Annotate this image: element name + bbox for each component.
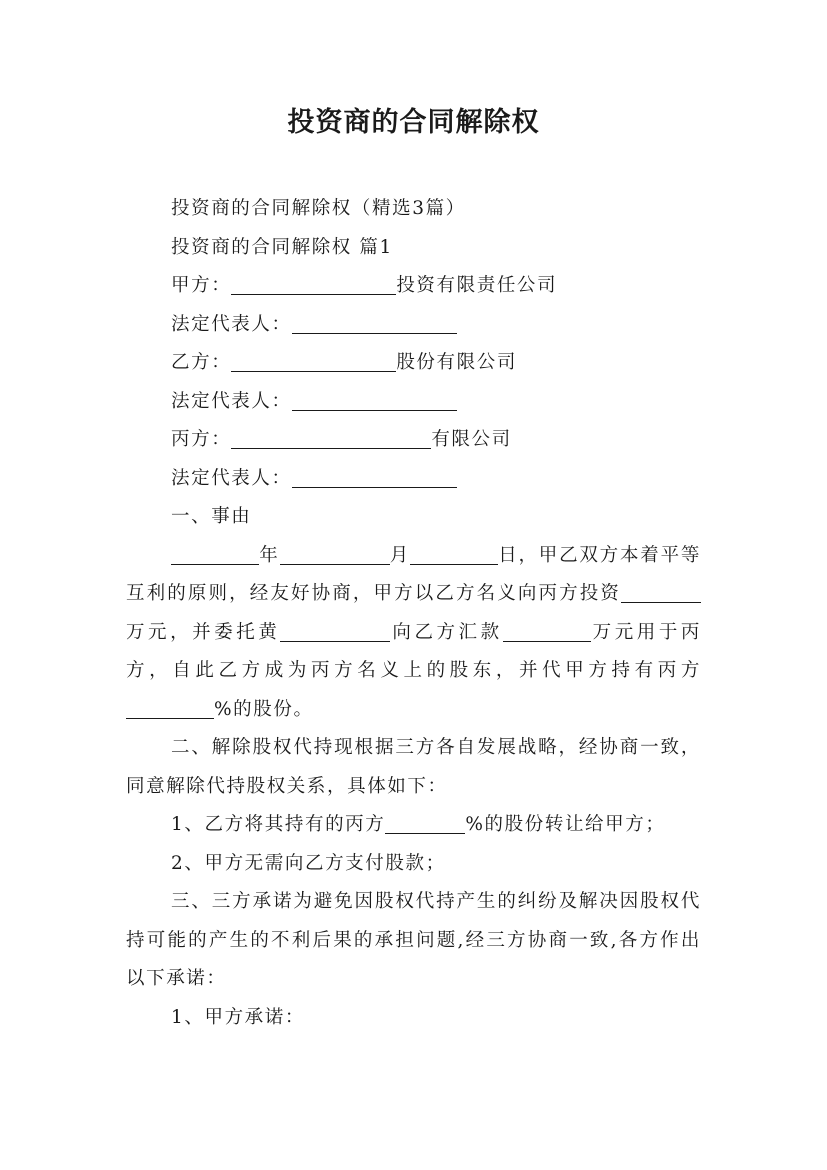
agent-blank — [280, 619, 390, 642]
party-c-line — [126, 421, 701, 460]
subtitle-line: 投资商的合同解除权（精选3篇） — [171, 198, 466, 219]
remit-text: 向乙方汇款 — [390, 621, 503, 643]
party-b-suffix: 股份有限公司 — [396, 352, 517, 373]
day-text: 日，甲乙双方本着平等互利的原则，经友好协商，甲方以乙方名义向丙方投资 — [126, 544, 701, 604]
party-b-blank — [231, 349, 396, 372]
percent-text: %的股份。 — [214, 698, 314, 720]
rep-label: 法定代表人： — [171, 390, 292, 412]
list-item-commitment-a: 1、甲方承诺： — [171, 1006, 305, 1028]
amount-blank — [621, 580, 701, 603]
month-text: 月 — [389, 544, 410, 566]
rep-label: 法定代表人： — [171, 313, 292, 335]
party-c-rep-line — [126, 460, 701, 499]
rep-label: 法定代表人： — [171, 467, 292, 489]
list-item-transfer — [126, 806, 701, 845]
party-a-suffix: 投资有限责任公司 — [396, 275, 558, 296]
item1-prefix: 1、乙方将其持有的丙方 — [171, 814, 386, 835]
section-heading: 一、事由 — [171, 506, 252, 527]
year-blank — [171, 542, 259, 565]
remit-blank — [503, 619, 591, 642]
rep-blank — [292, 311, 457, 334]
day-blank — [410, 542, 498, 565]
rep-blank — [292, 388, 457, 411]
document-body — [126, 190, 701, 1037]
party-c-label: 丙方： — [171, 429, 232, 450]
party-b-label: 乙方： — [171, 352, 232, 373]
party-c-blank — [231, 426, 431, 449]
paragraph-termination: 二、解除股权代持现根据三方各自发展战略，经协商一致，同意解除代持股权关系，具体如下： — [126, 737, 701, 797]
party-b-rep-line — [126, 383, 701, 422]
rest-text: 万元用于丙方，自此乙方成为丙方名义上的股东，并代甲方持有丙方 — [126, 621, 701, 681]
paragraph-commitment: 三、三方承诺为避免因股权代持产生的纠纷及解决因股权代持可能的产生的不利后果的承担问题,经三方协商一致,各方作出以下承诺： — [126, 891, 701, 989]
item1-suffix: %的股份转让给甲方； — [465, 814, 666, 835]
document-title: 投资商的合同解除权 — [287, 107, 540, 138]
year-text: 年 — [259, 544, 280, 566]
party-a-rep-line — [126, 306, 701, 345]
party-a-label: 甲方： — [171, 275, 232, 296]
rep-blank — [292, 465, 457, 488]
percent-blank — [126, 696, 214, 719]
chapter-heading: 投资商的合同解除权 篇1 — [171, 236, 393, 258]
party-a-line — [126, 267, 701, 306]
party-b-line — [126, 344, 701, 383]
paragraph-cause — [126, 537, 701, 730]
item1-blank — [385, 811, 465, 834]
list-item-payment: 2、甲方无需向乙方支付股款； — [171, 852, 446, 874]
month-blank — [280, 542, 390, 565]
party-c-suffix: 有限公司 — [431, 429, 512, 450]
party-a-blank — [231, 272, 396, 295]
wan-text: 万元，并委托黄 — [126, 621, 281, 643]
